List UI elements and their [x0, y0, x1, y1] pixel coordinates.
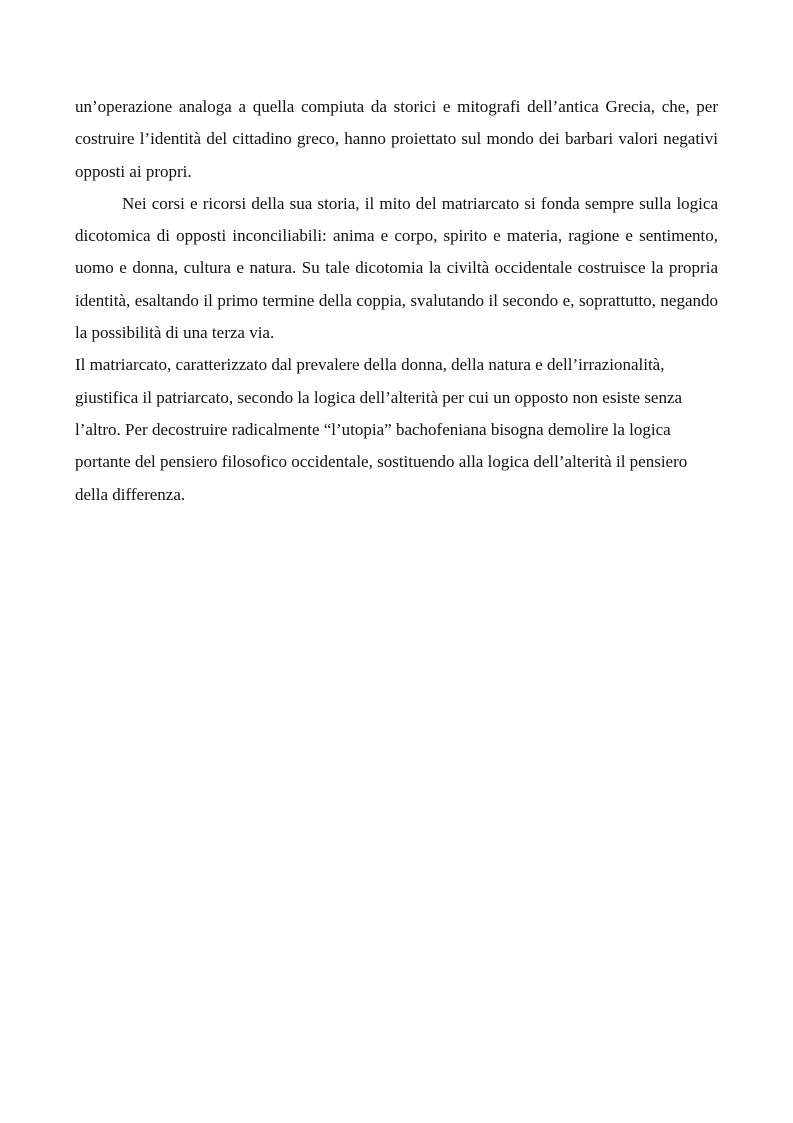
paragraph-2: Nei corsi e ricorsi della sua storia, il mito del matriarcato si fonda sempre sulla logica dicotomica di opposti inconciliabili: anima e corpo, spirito e materia, ragione e sentimento, uomo e donna, cultura e natura. Su tale dicotomia la civiltà occidentale costruisce la propria identità, esaltando il primo termine della coppia, svalutando il secondo e, soprattutto, negando la possibilità di una terza via.: [75, 193, 718, 343]
paragraph-3: Il matriarcato, caratterizzato dal prevalere della donna, della natura e dell’irrazionalità, giustifica il patriarcato, secondo la logica dell’alterità per cui un opposto non esiste senza l’altro. Per decostruire radicalmente “l’utopia” bachofeniana bisogna demolire la logica portante del pensiero filosofico occidentale, sostituendo alla logica dell’alterità il pensiero della differenza.: [75, 355, 688, 504]
body-text: [75, 91, 718, 511]
paragraph-1: un’operazione analoga a quella compiuta da storici e mitografi dell’antica Grecia, che, per costruire l’identità del cittadino greco, hanno proiettato sul mondo dei barbari valori negativi opposti ai propri.: [75, 97, 718, 181]
